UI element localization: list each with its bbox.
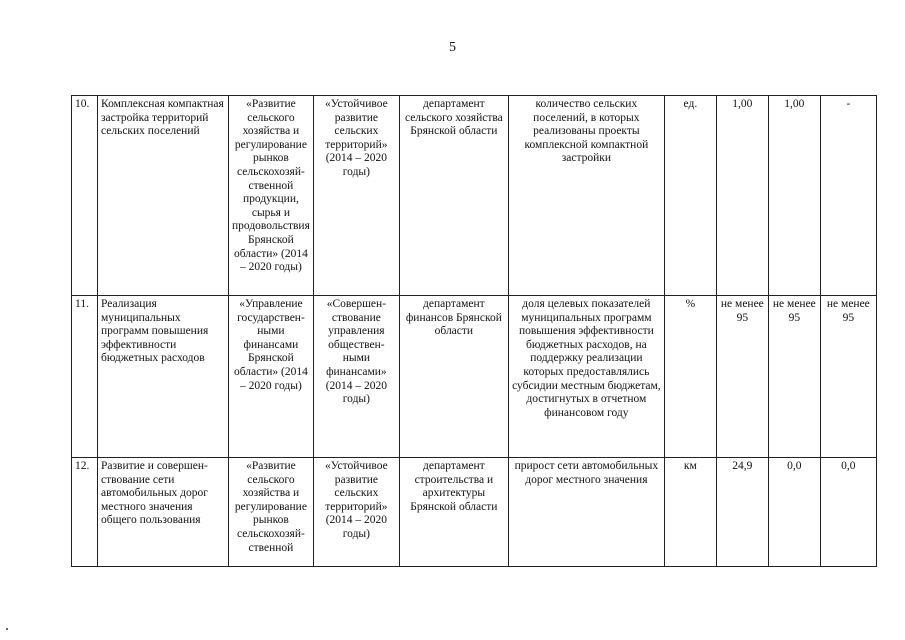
value-1: не менее 95 [716, 296, 768, 458]
value-1: 24,9 [716, 458, 768, 567]
unit: ед. [664, 96, 716, 296]
table-row [72, 458, 877, 567]
row-number: 10. [72, 96, 98, 296]
state-program: «Управление государствен-ными финансами Брянской области» (2014 – 2020 годы) [229, 296, 314, 458]
indicator: прирост сети автомобильных дорог местного значения [508, 458, 664, 567]
executor: департамент финансов Брянской области [399, 296, 508, 458]
scan-speck [6, 628, 8, 630]
value-2: 0,0 [768, 458, 820, 567]
program-table [71, 95, 877, 567]
value-3: не менее 95 [820, 296, 876, 458]
unit: % [664, 296, 716, 458]
measure-name: Развитие и совершен-ствование сети автомобильных дорог местного значения общего пользования [98, 458, 229, 567]
executor: департамент строительства и архитектуры Брянской области [399, 458, 508, 567]
measure-name: Комплексная компактная застройка территорий сельских поселений [98, 96, 229, 296]
page-number: 5 [449, 40, 456, 55]
value-2: не менее 95 [768, 296, 820, 458]
state-program: «Развитие сельского хозяйства и регулирование рынков сельскохозяй-ственной [229, 458, 314, 567]
value-1: 1,00 [716, 96, 768, 296]
table-row [72, 96, 877, 296]
row-number: 12. [72, 458, 98, 567]
subprogram: «Совершен-ствование управления обществен-ными финансами» (2014 – 2020 годы) [313, 296, 399, 458]
executor: департамент сельского хозяйства Брянской области [399, 96, 508, 296]
subprogram: «Устойчивое развитие сельских территорий» (2014 – 2020 годы) [313, 96, 399, 296]
value-2: 1,00 [768, 96, 820, 296]
table-row [72, 296, 877, 458]
measure-name: Реализация муниципальных программ повышения эффективности бюджетных расходов [98, 296, 229, 458]
value-3: - [820, 96, 876, 296]
row-number: 11. [72, 296, 98, 458]
indicator: количество сельских поселений, в которых реализованы проекты комплексной компактной застройки [508, 96, 664, 296]
indicator: доля целевых показателей муниципальных программ повышения эффективности бюджетных расходов, на поддержку реализации которых предоставлялись субсидии местным бюджетам, достигнутых в отчетном финансовом году [508, 296, 664, 458]
value-3: 0,0 [820, 458, 876, 567]
unit: км [664, 458, 716, 567]
state-program: «Развитие сельского хозяйства и регулирование рынков сельскохозяй-ственной продукции, сырья и продовольствия Брянской области» (2014 – 2020 годы) [229, 96, 314, 296]
subprogram: «Устойчивое развитие сельских территорий» (2014 – 2020 годы) [313, 458, 399, 567]
